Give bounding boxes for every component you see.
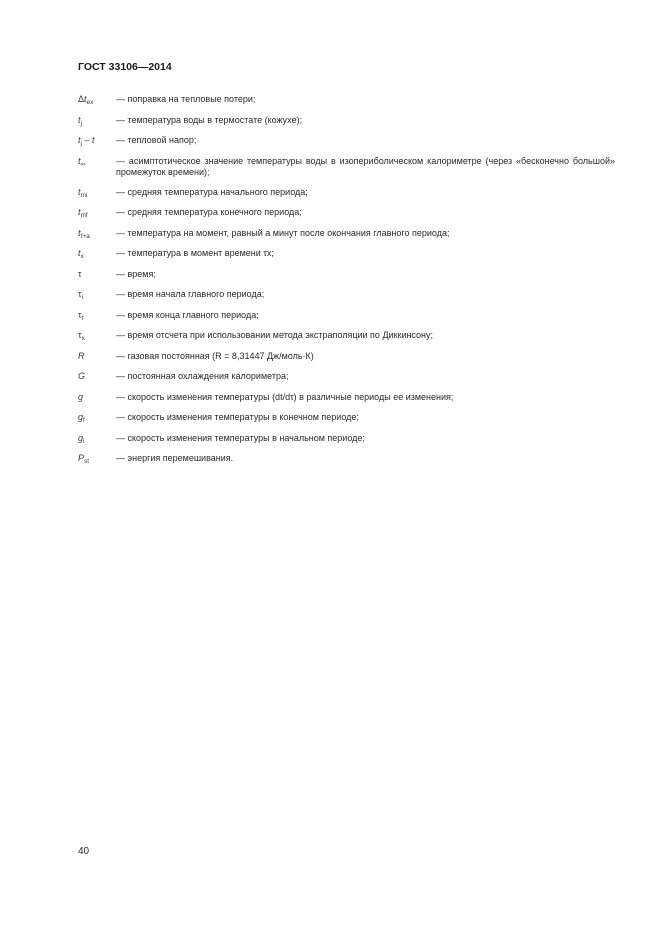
definition-row bbox=[78, 453, 615, 468]
definition-row bbox=[78, 412, 615, 427]
definitions-list bbox=[78, 94, 615, 468]
definition-row bbox=[78, 392, 615, 407]
symbol-subscript: x bbox=[81, 335, 85, 342]
symbol-suffix: – t bbox=[81, 135, 95, 145]
symbol-subscript: mi bbox=[80, 191, 88, 199]
symbol-subscript: f bbox=[83, 417, 85, 424]
symbol-subscript: j bbox=[80, 119, 82, 127]
definition-row bbox=[78, 371, 615, 386]
symbol-main: t bbox=[78, 135, 81, 145]
definition-symbol bbox=[78, 187, 116, 202]
symbol-main: t bbox=[78, 207, 81, 217]
symbol-main: t bbox=[78, 248, 81, 258]
symbol-main: t bbox=[84, 94, 87, 104]
definition-row bbox=[78, 115, 615, 130]
symbol-main: t bbox=[78, 227, 81, 238]
definition-text: — скорость изменения температуры в начальном периоде; bbox=[116, 432, 365, 443]
symbol-main: t bbox=[78, 114, 81, 125]
definition-text: — скорость изменения температуры (dt/dτ) в различные периоды ее изменения; bbox=[116, 391, 454, 402]
definition-text: — тепловой напор; bbox=[116, 135, 197, 145]
definition-text: — температура в момент времени τx; bbox=[116, 248, 274, 258]
definition-row bbox=[78, 248, 615, 263]
definition-text: — средняя температура начального периода; bbox=[116, 186, 308, 197]
symbol-subscript: ex bbox=[86, 99, 94, 106]
definition-text: — скорость изменения температуры в конечном периоде; bbox=[116, 412, 359, 422]
definition-text: — поправка на тепловые потери; bbox=[116, 94, 256, 104]
definition-row bbox=[78, 228, 615, 243]
symbol-main: τ bbox=[78, 330, 82, 340]
definition-text: — постоянная охлаждения калориметра; bbox=[116, 371, 289, 381]
symbol-subscript: i bbox=[81, 294, 84, 301]
definition-text: — энергия перемешивания. bbox=[116, 453, 234, 463]
definition-row bbox=[78, 310, 615, 325]
symbol-main: g bbox=[78, 412, 84, 422]
definition-symbol bbox=[78, 371, 116, 386]
document-header: ГОСТ 33106—2014 bbox=[78, 61, 172, 73]
symbol-main: P bbox=[78, 453, 85, 463]
symbol-main: τ bbox=[78, 309, 82, 320]
definition-row bbox=[78, 289, 615, 304]
definition-symbol bbox=[78, 412, 116, 427]
symbol-main: R bbox=[78, 350, 85, 361]
definition-text: — средняя температура конечного периода; bbox=[116, 207, 302, 217]
symbol-main: g bbox=[78, 432, 84, 443]
definition-symbol bbox=[78, 248, 116, 263]
symbol-prefix: Δ bbox=[78, 94, 85, 104]
definition-row bbox=[78, 94, 615, 109]
symbol-main: t bbox=[78, 186, 81, 197]
definition-text: — температура на момент, равный a минут после окончания главного периода; bbox=[116, 227, 450, 238]
definition-row bbox=[78, 156, 615, 179]
definition-row bbox=[78, 187, 615, 202]
definition-symbol bbox=[78, 433, 116, 448]
definition-symbol bbox=[78, 228, 116, 243]
symbol-main: G bbox=[78, 371, 86, 381]
definition-symbol bbox=[78, 135, 116, 150]
definition-text: — газовая постоянная (R = 8,31447 Дж/моль·К) bbox=[116, 350, 314, 361]
symbol-subscript: j bbox=[80, 140, 82, 147]
symbol-subscript: f bbox=[81, 314, 84, 322]
definition-symbol bbox=[78, 269, 116, 284]
symbol-subscript: i bbox=[83, 437, 85, 445]
definition-text: — время начала главного периода; bbox=[116, 289, 265, 299]
definition-row bbox=[78, 269, 615, 284]
definition-row bbox=[78, 135, 615, 150]
definition-symbol bbox=[78, 115, 116, 130]
definition-text: — время; bbox=[116, 268, 156, 279]
definition-symbol bbox=[78, 310, 116, 325]
symbol-main: τ bbox=[78, 268, 82, 279]
definition-text: — асимптотическое значение температуры воды в изопериболическом калориметре (через «бесконечно большой» промежуток времени); bbox=[116, 155, 615, 177]
symbol-subscript: st bbox=[84, 458, 90, 465]
definition-symbol bbox=[78, 453, 116, 468]
definition-row bbox=[78, 433, 615, 448]
definition-symbol bbox=[78, 330, 116, 345]
definition-symbol bbox=[78, 351, 116, 366]
definition-text: — время конца главного периода; bbox=[116, 309, 259, 320]
symbol-subscript: f+a bbox=[80, 232, 90, 240]
definition-text: — температура воды в термостате (кожухе); bbox=[116, 114, 303, 125]
definition-symbol bbox=[78, 392, 116, 407]
definition-symbol bbox=[78, 289, 116, 304]
definition-row bbox=[78, 330, 615, 345]
definition-row bbox=[78, 207, 615, 222]
symbol-main: t bbox=[78, 155, 81, 166]
page-number: 40 bbox=[78, 846, 90, 857]
symbol-subscript: mf bbox=[80, 212, 88, 219]
definition-symbol bbox=[78, 207, 116, 222]
symbol-main: g bbox=[78, 391, 84, 402]
symbol-main: τ bbox=[78, 289, 82, 299]
symbol-subscript: x bbox=[80, 253, 84, 260]
definition-text: — время отсчета при использовании метода экстраполяции по Диккинсону; bbox=[116, 330, 434, 340]
definition-symbol bbox=[78, 94, 116, 109]
definition-row bbox=[78, 351, 615, 366]
symbol-subscript: ∞ bbox=[80, 160, 86, 168]
definition-symbol bbox=[78, 156, 116, 171]
